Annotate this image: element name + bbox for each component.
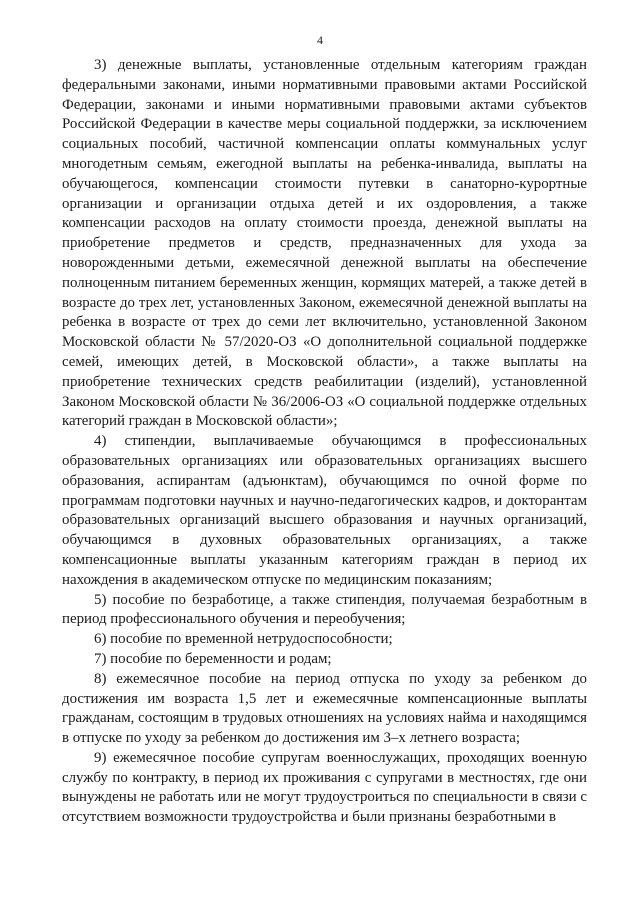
page-number: 4 [317, 33, 323, 47]
paragraph-item-9: 9) ежемесячное пособие супругам военнослужащих, проходящих военную службу по контракту, в период их проживания с супругами в местностях, где они вынуждены не работать или не могут трудоустроиться по специальности в связи с отсутствием возможности трудоустройства и были признаны безработными в [62, 749, 587, 826]
paragraph-item-6: 6) пособие по временной нетрудоспособности; [94, 631, 393, 648]
paragraph-item-3: 3) денежные выплаты, установленные отдельным категориям граждан федеральными законами, иными нормативными правовыми актами Российской Федерации, законами и иными нормативными правовыми актами субъектов Российской Федерации в качестве меры социальной поддержки, за исключением социальных пособий, частичной компенсации оплаты коммунальных услуг многодетным семьям, ежегодной выплаты на ребенка-инвалида, выплаты на обучающегося, компенсации стоимости путевки в санаторно-курортные организации и организации отдыха детей и их оздоровления, а также компенсации расходов на оплату стоимости проезда, денежной выплаты на приобретение предметов и средств, предназначенных для ухода за новорожденными детьми, ежемесячной денежной выплаты на обеспечение полноценным питанием беременных женщин, кормящих матерей, а также детей в возрасте до трех лет, установленных Законом, ежемесячной денежной выплаты на ребенка в возрасте от трех до семи лет включительно, установленной Законом Московской области № 57/2020-ОЗ «О дополнительной социальной поддержке семей, имеющих детей, в Московской области», а также выплаты на приобретение технических средств реабилитации (изделий), установленной Законом Московской области № 36/2006-ОЗ «О социальной поддержке отдельных категорий граждан в Московской области»; [62, 57, 587, 430]
paragraph-item-5: 5) пособие по безработице, а также стипендия, получаемая безработным в период профессионального обучения и переобучения; [62, 591, 587, 628]
paragraph-item-7: 7) пособие по беременности и родам; [94, 650, 332, 667]
paragraph-item-4: 4) стипендии, выплачиваемые обучающимся в профессиональных образовательных организациях или образовательных организациях высшего образования, аспирантам (адъюнктам), обучающимся по очной форме по программам подготовки научных и научно-педагогических кадров, и докторантам образовательных организаций высшего образования и научных организаций, обучающимся в духовных образовательных организациях, а также компенсационные выплаты указанным категориям граждан в период их нахождения в академическом отпуске по медицинским показаниям; [62, 433, 587, 588]
paragraph-item-8: 8) ежемесячное пособие на период отпуска по уходу за ребенком до достижения им возраста 1,5 лет и ежемесячные компенсационные выплаты гражданам, состоящим в трудовых отношениях на условиях найма и находящимся в отпуске по уходу за ребенком до достижения им 3–х летнего возраста; [62, 670, 587, 747]
document-body [62, 56, 587, 828]
